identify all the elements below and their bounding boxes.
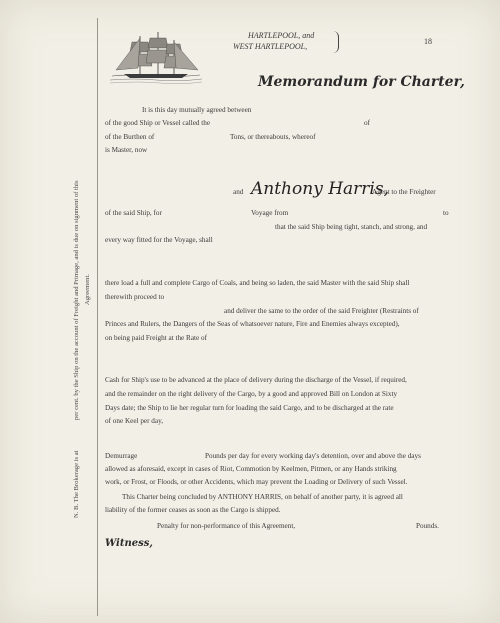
place-line-2: WEST HARTLEPOOL, xyxy=(233,42,308,51)
body-line-14: Cash for Ship's use to be advanced at the place of delivery during the discharge of the Vessel, if required, xyxy=(105,376,407,384)
witness-label: Witness, xyxy=(105,538,153,549)
body-line-4: is Master, now xyxy=(105,146,148,154)
margin-rule xyxy=(97,18,98,616)
body-line-15: and the remainder on the right delivery of the Cargo, by a good and approved Bill on London at Sixty xyxy=(105,390,398,398)
year-prefix: 18 xyxy=(424,37,432,46)
margin-note-line3: Agreement. xyxy=(84,274,91,305)
body-line-12: Princes and Rulers, the Dangers of the Seas of whatsoever nature, Fire and Enemies always excepted), xyxy=(105,320,400,328)
body-line-11: and deliver the same to the order of the said Freighter (Restraints of xyxy=(224,307,419,315)
body-line-21: This Charter being concluded by ANTHONY HARRIS, on behalf of another party, it is agreed all xyxy=(122,493,403,501)
sailing-ship-engraving xyxy=(110,30,202,86)
body-line-2b: of xyxy=(364,119,370,127)
body-line-22: liability of the former ceases as soon as the Cargo is shipped. xyxy=(105,506,281,514)
body-line-6c: to xyxy=(443,209,449,217)
body-line-2a: of the good Ship or Vessel called the xyxy=(105,119,211,127)
header-brace xyxy=(333,31,339,53)
body-line-8: every way fitted for the Voyage, shall xyxy=(105,236,213,244)
body-line-3b: Tons, or thereabouts, whereof xyxy=(230,133,316,141)
body-line-7: that the said Ship being tight, stanch, and strong, and xyxy=(275,223,428,231)
body-line-19: allowed as aforesaid, except in cases of Riot, Commotion by Keelmen, Pitmen, or any Hands striking xyxy=(105,465,397,473)
body-line-17: of one Keel per day, xyxy=(105,417,164,425)
body-line-23a: Penalty for non-performance of this Agreement, xyxy=(157,522,296,530)
body-line-5a: and xyxy=(233,188,244,196)
body-line-20: work, or Frost, or Floods, or other Accidents, which may prevent the Loading or Delivery of such Vessel. xyxy=(105,478,408,486)
body-line-18a: Demurrage xyxy=(105,452,138,460)
agent-signature: Anthony Harris, xyxy=(251,179,389,199)
body-line-10: therewith proceed to xyxy=(105,293,165,301)
body-line-5b: Agent to the Freighter xyxy=(372,188,436,196)
body-line-6a: of the said Ship, for xyxy=(105,209,162,217)
body-line-16: Days date; the Ship to lie her regular turn for loading the said Cargo, and to be discharged at the rate xyxy=(105,404,394,412)
margin-note-line1: N. B. The Brokerage is at xyxy=(73,450,80,518)
document-title: Memorandum for Charter, xyxy=(258,74,465,90)
body-line-18b: Pounds per day for every working day's detention, over and above the days xyxy=(205,452,421,460)
body-line-3a: of the Burthen of xyxy=(105,133,155,141)
body-line-13: on being paid Freight at the Rate of xyxy=(105,334,207,342)
place-line-1: HARTLEPOOL, and xyxy=(248,31,315,40)
body-line-1: It is this day mutually agreed between xyxy=(142,106,252,114)
margin-note-line2: per cent. by the Ship on the account of Freight and Primage, and is due on signment of this xyxy=(73,180,80,420)
body-line-9: there load a full and complete Cargo of Coals, and being so laden, the said Master with the said Ship shall xyxy=(105,279,410,287)
body-line-6b: Voyage from xyxy=(251,209,289,217)
body-line-23b: Pounds. xyxy=(416,522,439,530)
